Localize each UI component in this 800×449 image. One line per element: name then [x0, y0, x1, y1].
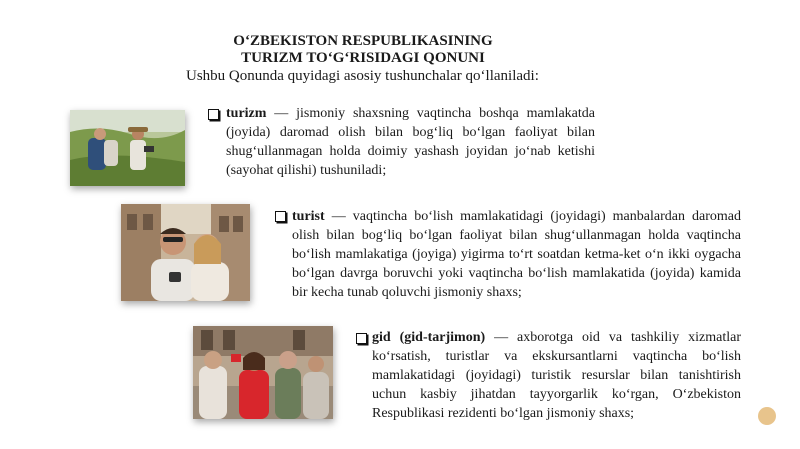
entry-term: gid (gid-tarjimon) [372, 330, 486, 345]
checkbox-bullet-icon [275, 211, 286, 222]
entry-gid [372, 328, 741, 423]
couple-selfie-photo [121, 204, 250, 301]
checkbox-bullet-icon [356, 333, 367, 344]
entry-term: turizm [226, 106, 267, 121]
tour-group-photo [193, 326, 333, 419]
decorative-dot [758, 407, 776, 425]
entry-term: turist [292, 209, 325, 224]
hikers-photo [70, 110, 185, 186]
intro-text: Ushbu Qonunda quyidagi asosiy tushunchalar qo‘llaniladi: [186, 68, 539, 84]
entry-turist [292, 207, 741, 302]
page-title [150, 33, 576, 67]
entry-definition: — jismoniy shaxsning vaqtincha boshqa mamlakatda (joyida) daromad olish bilan bog‘liq bo‘lgan faoliyat bilan shug‘ullanmagan holda doimiy yashash joyidan jo‘nab ketishi (sayohat qilishi) tushuniladi; [226, 106, 595, 178]
entry-definition: — axborotga oid va tashkiliy xizmatlar ko‘rsatish, turistlar va ekskursantlarni vaqtincha bo‘lish mamlakatidagi (joyidagi) turistik resurslar bilan tanishtirish uchun kasbiy jihatdan tayyorgarlik ko‘rgan, O‘zbekiston Respublikasi rezidenti bo‘lgan jismoniy shaxs; [372, 330, 742, 421]
title-line-2: TURIZM TO‘G‘RISIDAGI QONUNI [241, 50, 485, 66]
entry-definition: — vaqtincha bo‘lish mamlakatidagi (joyidagi) manbalardan daromad olish bilan bog‘liq bo‘lgan faoliyat bilan shug‘ullanmagan holda vaqtincha bo‘lish mamlakatiga (joyiga) yigirma to‘rt soatdan ketma-ket o‘n ikki oygacha bo‘lgan davrga boruvchi yoki vaqtincha bo‘lish mamlakatida (joyida) kamida bir kecha tunab qoluvchi jismoniy shaxs; [292, 209, 741, 300]
title-line-1: O‘ZBEKISTON RESPUBLIKASINING [233, 33, 493, 49]
checkbox-bullet-icon [208, 109, 219, 120]
entry-turizm [226, 104, 595, 180]
